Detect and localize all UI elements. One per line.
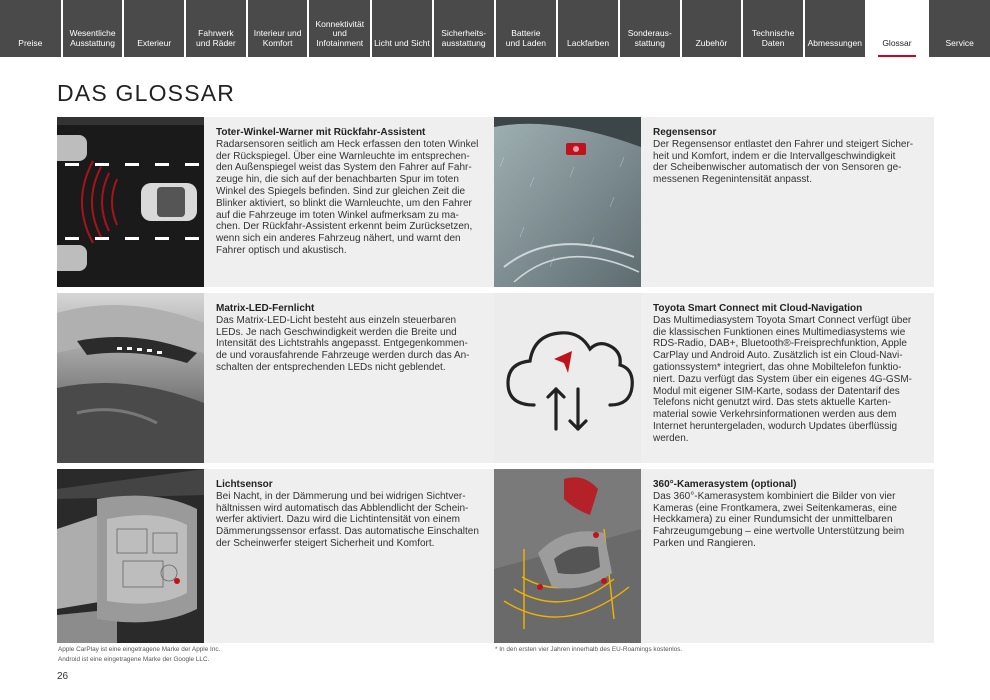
entry-title: Toyota Smart Connect mit Cloud-Navigation	[653, 303, 863, 314]
glossary-entry-light-sensor	[57, 469, 494, 643]
top-navigation	[0, 0, 990, 57]
rain-sensor-image	[494, 117, 641, 287]
entry-body: Der Regensensor entlastet den Fahrer und steigert Sicher- heit und Komfort, indem er die Intervallgeschwindigkeit der Scheibenwischer automatisch der von Sensoren ge- messenen Regenintensität anpasst.	[653, 138, 914, 186]
entry-title: Toter-Winkel-Warner mit Rückfahr-Assistent	[216, 127, 426, 138]
entry-title: 360°-Kamerasystem (optional)	[653, 479, 797, 490]
tab-preise[interactable]: Preise	[0, 0, 61, 57]
page-title: DAS GLOSSAR	[57, 80, 236, 106]
glossary-entry-smart-connect	[494, 293, 934, 463]
tab-abmessungen[interactable]: Abmessungen	[805, 0, 865, 57]
tab-licht-und-sicht[interactable]: Licht und Sicht	[372, 0, 432, 57]
glossary-entry-blind-spot	[57, 117, 494, 287]
glossary-entry-rain-sensor	[494, 117, 934, 287]
page-number: 26	[57, 671, 69, 682]
tab-wesentliche-ausstattung[interactable]: Wesentliche Ausstattung	[63, 0, 123, 57]
tab-technische-daten[interactable]: Technische Daten	[743, 0, 803, 57]
entry-body: Bei Nacht, in der Dämmerung und bei widrigen Sichtver- hältnissen wird automatisch das Abblendlicht der Schein- werfer aktiviert. Dazu wird die Lichtintensität von einem Dämmerungssensor erfasst. Das automatische Einschalten der Scheinwerfer steigert Sicherheit und Komfort.	[216, 490, 479, 549]
footnote-roaming: * In den ersten vier Jahren innerhalb des EU-Roamings kostenlos.	[495, 646, 683, 653]
tab-exterieur[interactable]: Exterieur	[124, 0, 184, 57]
tab-sonderausstattung[interactable]: Sonderaus- stattung	[620, 0, 680, 57]
glossary-entry-matrix-led	[57, 293, 494, 463]
camera-360-image	[494, 469, 641, 643]
entry-body: Radarsensoren seitlich am Heck erfassen den toten Winkel der Rückspiegel. Über eine Warnleuchte im entsprechen- den Außenspiegel weist das System den Fahrer auf Fahr- zeuge hin, die sich auf der benachbarten Spur im toten Winkel des Spiegels befinden. Sind zur gleichen Zeit die Blinker aktiviert, so blinkt die Warnleuchte, um den Fahrer auf die Fahrzeuge im toten Winkel aufmerksam zu ma- chen. Der Rückfahr-Assistent erkennt beim Zurücksetzen, wenn sich ein anderes Fahrzeug nähert, und warnt den Fahrer optisch und akustisch.	[216, 138, 479, 256]
glossary-entry-camera-360	[494, 469, 934, 643]
light-sensor-image	[57, 469, 204, 643]
blind-spot-image	[57, 117, 204, 287]
entry-title: Matrix-LED-Fernlicht	[216, 303, 315, 314]
tab-lackfarben[interactable]: Lackfarben	[558, 0, 618, 57]
tab-zubehoer[interactable]: Zubehör	[682, 0, 742, 57]
entry-body: Das Matrix-LED-Licht besteht aus einzeln steuerbaren LEDs. Je nach Geschwindigkeit werden die Breite und Intensität des Lichtstrahls angepasst. Entgegenkommen- de und vorausfahrende Fahrzeuge werden durch das An- schalten der entsprechenden LEDs nicht geblendet.	[216, 314, 470, 373]
tab-batterie-und-laden[interactable]: Batterie und Laden	[496, 0, 557, 57]
tab-interieur[interactable]: Interieur und Komfort	[248, 0, 308, 57]
matrix-led-image	[57, 293, 204, 463]
entry-title: Lichtsensor	[216, 479, 273, 490]
tab-glossar[interactable]: Glossar	[867, 0, 928, 57]
cloud-navigation-icon	[494, 293, 641, 463]
tab-konnektivitaet[interactable]: Konnektivität und Infotainment	[309, 0, 370, 57]
entry-body: Das 360°-Kamerasystem kombiniert die Bilder von vier Kameras (eine Frontkamera, zwei Seitenkameras, eine Heckkamera) zu einer Rundumsicht der unmittelbaren Fahrzeugumgebung – eine wertvolle Unterstützung beim Parken und Rangieren.	[653, 490, 905, 549]
footnote-trademarks: Apple CarPlay ist eine eingetragene Marke der Apple Inc. Android ist eine eingetragene Marke der Google LLC.	[58, 646, 221, 663]
tab-fahrwerk[interactable]: Fahrwerk und Räder	[186, 0, 246, 57]
entry-title: Regensensor	[653, 127, 717, 138]
tab-service[interactable]: Service	[929, 0, 990, 57]
entry-body: Das Multimediasystem Toyota Smart Connect verfügt über die klassischen Funktionen eines Multimediasystems wie RDS-Radio, DAB+, Bluetooth®-Freisprechfunktion, Apple CarPlay und Android Auto. Zusätzlich ist ein Cloud-Navi- gationssystem* integriert, das ohne Mobiltelefon funktio- niert. Dazu verfügt das System über ein eigenes 4G-GSM- Modul mit eigener SIM-Karte, sodass der Datentarif des Telefons nicht genutzt wird. Das stets aktuelle Karten- material sowie Verkehrsinformationen werden aus dem Internet heruntergeladen, wodurch Updates überflüssig werden.	[653, 314, 913, 444]
tab-sicherheitsausstattung[interactable]: Sicherheits- ausstattung	[434, 0, 494, 57]
